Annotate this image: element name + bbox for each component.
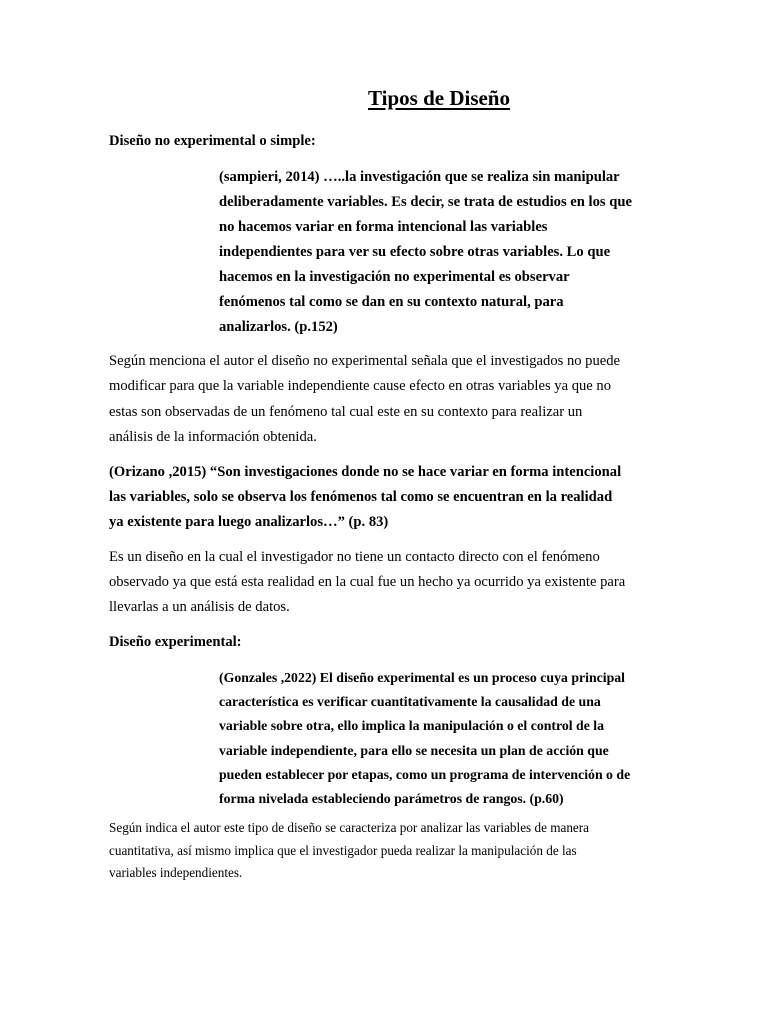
block-quote-sampieri [219,165,659,340]
paragraph-line: estas son observadas de un fenómeno tal cual este en su contexto para realizar un [109,403,583,420]
paragraph-commentary-1 [109,349,669,450]
quote-line: (Gonzales ,2022) El diseño experimental es un proceso cuya principal [219,670,625,685]
quote-line: variable independiente, para ello se necesita un plan de acción que [219,742,609,758]
quote-line: analizarlos. (p.152) [219,319,338,335]
page-title: Tipos de Diseño [368,86,510,110]
section-heading-no-experimental: Diseño no experimental o simple: [109,133,316,149]
paragraph-commentary-3 [109,817,669,885]
paragraph-line: Según indica el autor este tipo de diseño se caracteriza por analizar las variables de manera [109,820,590,835]
quote-line: (Orizano ,2015) “Son investigaciones donde no se hace variar en forma intencional [109,464,622,480]
quote-line: no hacemos variar en forma intencional las variables [219,219,548,235]
paragraph-line: Es un diseño en la cual el investigador no tiene un contacto directo con el fenómeno [109,549,600,565]
inline-quote-orizano [109,460,669,535]
quote-line: independientes para ver su efecto sobre otras variables. Lo que [219,244,611,260]
quote-line: forma nivelada estableciendo parámetros de rangos. (p.60) [219,790,564,806]
quote-line: ya existente para luego analizarlos…” (p. 83) [109,514,389,530]
quote-line: variable sobre otra, ello implica la manipulación o el control de la [219,718,605,734]
quote-line: deliberadamente variables. Es decir, se trata de estudios en los que [219,194,632,210]
paragraph-line: cuantitativa, así mismo implica que el investigador pueda realizar la manipulación de las [109,842,577,858]
quote-line: las variables, solo se observa los fenómenos tal como se encuentran en la realidad [109,489,613,505]
paragraph-line: observado ya que está esta realidad en la cual fue un hecho ya ocurrido ya existente para [109,574,626,590]
paragraph-line: llevarlas a un análisis de datos. [109,599,290,615]
block-quote-gonzales [219,666,659,811]
quote-line: hacemos en la investigación no experimental es observar [219,269,570,285]
quote-line: fenómenos tal como se dan en su contexto natural, para [219,294,564,310]
quote-line: (sampieri, 2014) …..la investigación que se realiza sin manipular [219,169,620,185]
paragraph-line: modificar para que la variable independiente cause efecto en otras variables ya que no [109,378,612,395]
quote-line: pueden establecer por etapas, como un programa de intervención o de [219,766,631,782]
paragraph-line: variables independientes. [109,865,243,880]
section-heading-experimental: Diseño experimental: [109,634,242,650]
paragraph-line: Según menciona el autor el diseño no experimental señala que el investigados no puede [109,353,621,369]
quote-line: característica es verificar cuantitativamente la causalidad de una [219,694,601,710]
paragraph-line: análisis de la información obtenida. [109,428,317,445]
paragraph-commentary-2 [109,545,669,620]
